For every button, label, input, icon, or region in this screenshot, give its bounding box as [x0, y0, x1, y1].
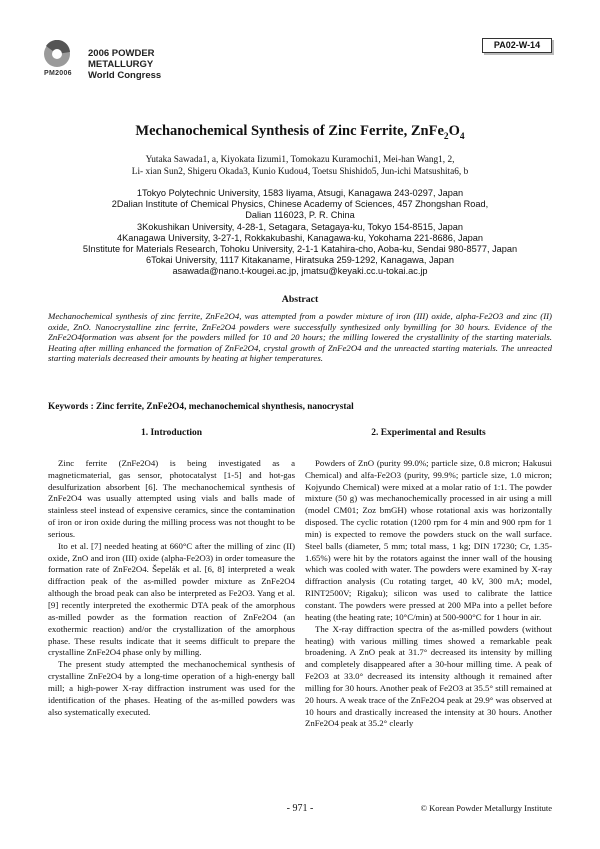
affiliation-list	[40, 188, 560, 278]
copyright-notice: © Korean Powder Metallurgy Institute	[420, 803, 552, 813]
conference-title: 2006 POWDER METALLURGY World Congress	[88, 48, 162, 81]
affiliation: 5Institute for Materials Research, Tohoku University, 2-1-1 Katahira-cho, Aoba-ku, Sendai 980-8577, Japan	[82, 244, 518, 255]
paragraph: The X-ray diffraction spectra of the as-milled powders (without heating) with various milling times showed a remarkable peak broadening. A ZnO peak at 31.7° decreased its intensity by milling and completely disappeared after a 30-hour milling time. A peak of Fe2O3 at 33.0° decreased its intensity although it remained after milling for 30 hours. Another peak of Fe2O3 at 35.5° still remained at 20 hours. A weak trace of the ZnFe2O4 peak at 29.9° was observed at 10 hours and drastically increased the intensity at 30 hours. Another ZnFe2O4 peak at 35.2° clearly	[305, 623, 552, 729]
author-line: Yutaka Sawada1, a, Kiyokata Iizumi1, Tomokazu Kuramochi1, Mei-han Wang1, 2,	[145, 155, 455, 165]
experimental-column	[305, 428, 552, 730]
section-heading: 2. Experimental and Results	[371, 428, 486, 438]
paragraph: The present study attempted the mechanochemical synthesis of crystalline ZnFe2O4 by a long-time operation of a high-energy ball mill; a high-power X-ray diffraction instrument was used for the identification of the phases. Heating of the as-milled powders was also systematically executed.	[48, 659, 295, 717]
affiliation: 1Tokyo Polytechnic University, 1583 Iiyama, Atsugi, Kanagawa 243-0297, Japan	[136, 188, 464, 198]
logo-year: PM2006	[44, 70, 72, 77]
affiliation: 6Tokai University, 1117 Kitakaname, Hiratsuka 259-1292, Kanagawa, Japan	[146, 255, 454, 266]
conference-logo	[40, 40, 200, 85]
affiliation: 4Kanagawa University, 3-27-1, Rokkakubashi, Kanagawa-ku, Yokohama 221-8686, Japan	[116, 232, 484, 243]
author-line: Li- xian Sun2, Shigeru Okada3, Kunio Kudou4, Toetsu Shishido5, Jun-ichi Matsushita6, b	[131, 167, 469, 177]
affiliation: Dalian 116023, P. R. China	[245, 210, 355, 221]
paper-code-badge: PA02-W-14	[482, 38, 552, 53]
page-number: - 971 -	[286, 803, 314, 814]
keywords: Keywords : Zinc ferrite, ZnFe2O4, mechanochemical shynthesis, nanocrystal	[48, 402, 354, 412]
section-heading: 1. Introduction	[140, 428, 203, 438]
contact-emails: asawada@nano.t-kougei.ac.jp, jmatsu@keyaki.cc.u-tokai.ac.jp	[172, 266, 428, 277]
affiliation: 2Dalian Institute of Chemical Physics, Chinese Academy of Sciences, 457 Zhongshan Road,	[111, 199, 489, 210]
paper-title: Mechanochemical Synthesis of Zinc Ferrite, $ZnFe_2O_4$	[135, 123, 465, 142]
pm-logo-icon	[40, 40, 74, 70]
paragraph: Ito et al. [7] needed heating at 660°C after the milling of zinc (II) oxide, ZnO and iron (III) oxide (alpha-Fe2O3) in order tomeasure the formation rate of ZnFe2O4. Šepelák et al. [6, 8] interpreted a weak diffraction peak of the as-milled powder mixture as ZnFe2O4 although the broad peak can also be interpreted as Fe2O3. Yang et al. [9] recently interpreted the exothermic DTA peak of the amorphous as-milled powder as the formation reaction of ZnFe2O4 (an exothermic reaction) and/or the crystallization of the amorphous phase. These results indicate that it seems difficult to prepare the crystalline ZnFe2O4 phase only by milling.	[48, 540, 295, 658]
author-list	[60, 154, 540, 178]
abstract-heading: Abstract	[281, 294, 319, 305]
introduction-column	[48, 428, 295, 718]
affiliation: 3Kokushikan University, 4-28-1, Setagara, Setagaya-ku, Tokyo 154-8515, Japan	[136, 221, 463, 232]
paragraph: Zinc ferrite (ZnFe2O4) is being investigated as a magneticmaterial, gas sensor, photocatalyst [1-5] and hot-gas desulfurization absorbent [6]. The mechanochemical synthesis of ZnFe2O4 was usually attempted using vials and balls made of stainless steel instead of expensive ceramics, since the contamination of iron or iron oxide during the milling process was not thought to be serious.	[48, 457, 295, 539]
paragraph: Powders of ZnO (purity 99.0%; particle size, 0.8 micron; Hakusui Chemical) and alfa-Fe2O3 (purity, 99.9%; particle size, 1.0 micron; Kojyundo Chemical) were mixed at a molar ratio of 1:1. The powder mixture (50 g) was mechanochemically processed in air using a mill (model CM01; Zoz bmGH) whose rotational axis was horizontally disposed. The cyclic rotation (1200 rpm for 4 min and 900 rpm for 1 min) is expected to remove the powders stuck on the wall surface. Steel balls (diameter, 5 mm; total mass, 1 kg; DIN 17230; Cr, 1.35-1.65%) were hit by the rotators against the inner wall of the housing which was cooled with water. The powders were examined by X-ray diffraction analysis (Cu rotating target, 40 kV, 300 mA; model, RINT2500V; Rigaku); silicon was used to calibrate the lattice constant. The powders were pressed at 200 MPa into a pellet before heating (the heating rate; 10°C/min) at 500-900°C for 1 hour in air.	[305, 457, 552, 622]
abstract-text: Mechanochemical synthesis of zinc ferrite, ZnFe2O4, was attempted from a powder mixture of iron (III) oxide, alpha-Fe2O3 and zinc (II) oxide, ZnO. Nanocrystalline zinc ferrite, ZnFe2O4 powders were successfully synthesized only bymilling for 30 hours. Evidence of the ZnFe2O4formation was absent for the powders milled for 10 and 20 hours; the milling lowered the crystallinity of the starting materials. Heating after milling enhanced the formation of ZnFe2O4, crystal growth of ZnFe2O4 and the unreacted starting materials. The unreacted starting materials decreased their amounts by heating at higher temperatures.	[48, 311, 552, 364]
